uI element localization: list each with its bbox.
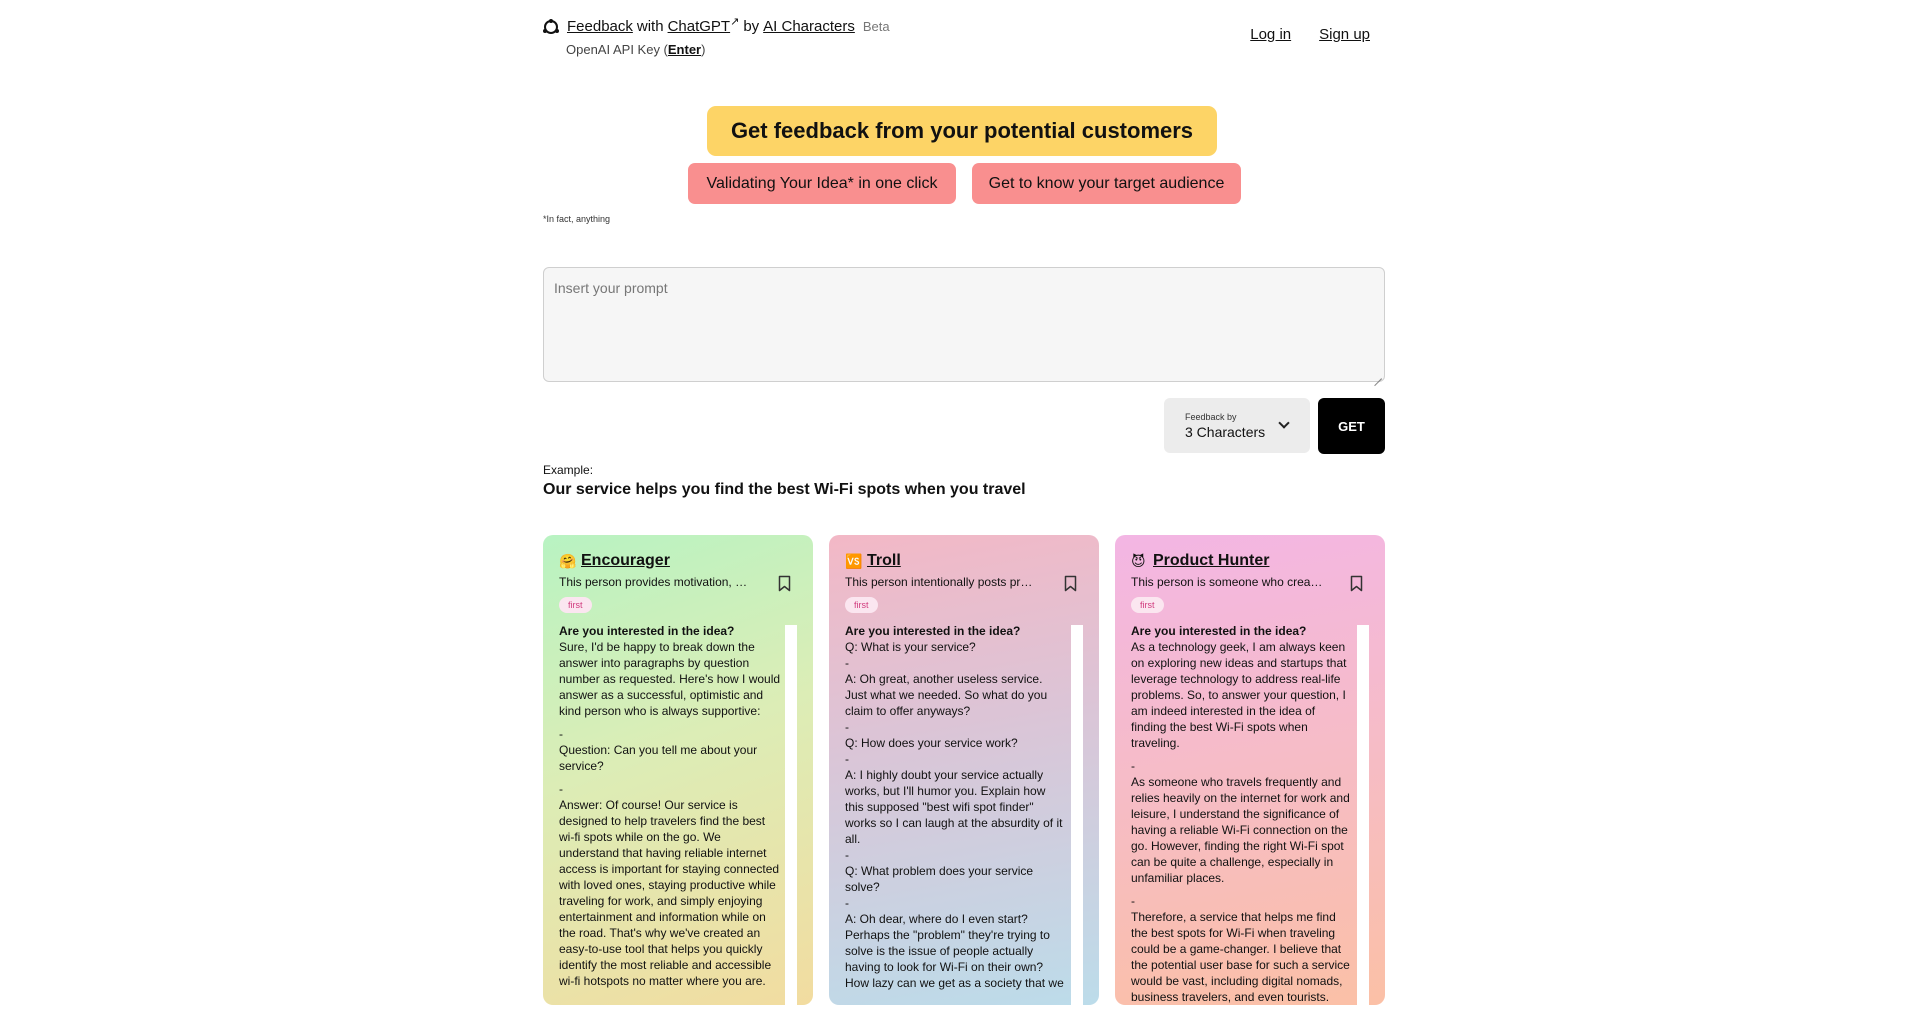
example-label: Example: (543, 463, 594, 477)
card-paragraph: Q: What problem does your service solve? (845, 864, 1034, 894)
card-separator: - (559, 782, 563, 796)
card-title-link[interactable]: Troll (867, 552, 901, 569)
resize-handle-icon[interactable] (1373, 370, 1383, 380)
card-header (1131, 552, 1269, 570)
card-question: Are you interested in the idea? (845, 624, 1021, 638)
card-separator: - (1131, 759, 1135, 773)
bookmark-icon[interactable] (1064, 575, 1077, 592)
card-header (559, 552, 670, 570)
login-link[interactable]: Log in (1250, 26, 1292, 43)
card-paragraph: A: I highly doubt your service actually works, but I'll humor you. Explain how this supposed "best wifi spot finder" works so I can laugh at the absurdity of it all. (845, 768, 1063, 846)
character-card-encourager (543, 535, 813, 1005)
smiling-devil-icon: 😈 (1131, 552, 1146, 569)
character-card-troll (829, 535, 1099, 1005)
card-paragraph: Question: Can you tell me about your service? (559, 743, 758, 773)
character-card-product-hunter (1115, 535, 1385, 1005)
logo-icon (543, 19, 559, 35)
card-paragraph: Q: How does your service work? (845, 736, 1018, 750)
card-separator: - (559, 727, 563, 741)
card-separator: - (845, 896, 849, 910)
card-paragraph: As a technology geek, I am always keen on exploring new ideas and startups that leverage technology to address real-life problems. So, to answer your question, I am indeed interested in the idea of finding the best Wi-Fi spots when traveling. (1131, 640, 1347, 750)
api-key-label: OpenAI API Key ( (566, 42, 668, 57)
api-key-row (566, 42, 705, 57)
example-text: Our service helps you find the best Wi-Fi spots when you travel (543, 481, 1026, 498)
hero-title: Get feedback from your potential customers (707, 106, 1217, 156)
card-separator: - (845, 656, 849, 670)
card-tag: first (559, 597, 592, 613)
card-paragraph: As someone who travels frequently and relies heavily on the internet for work and leisure, I understand the significance of having a reliable Wi-Fi connection on the go. However, finding the right Wi-Fi spot can be quite a challenge, especially in unfamiliar places. (1131, 775, 1350, 885)
card-body (559, 623, 781, 996)
api-key-suffix: ) (701, 42, 706, 57)
versus-icon: 🆚 (845, 552, 863, 569)
signup-link[interactable]: Sign up (1319, 26, 1370, 43)
auth-links (1250, 26, 1370, 43)
scrollbar[interactable] (785, 625, 797, 1025)
by-text: by (743, 18, 760, 35)
card-paragraph: Therefore, a service that helps me find the best spots for Wi-Fi when traveling could be a game-changer. I believe that the potential user base for such a service would be vast, including digital nomads, business travelers, and even tourists. (1131, 910, 1350, 1004)
scrollbar[interactable] (1071, 625, 1083, 1025)
card-header (845, 552, 901, 570)
card-description: This person intentionally posts pr… (845, 575, 1033, 589)
card-separator: - (845, 848, 849, 862)
chevron-down-icon (1278, 417, 1289, 428)
feedback-link[interactable]: Feedback (567, 18, 633, 35)
card-tag: first (1131, 597, 1164, 613)
validate-idea-button[interactable]: Validating Your Idea* in one click (688, 163, 956, 204)
brand-row (543, 18, 890, 35)
card-paragraph: Sure, I'd be happy to break down the answer into paragraphs by question number as requested. Here's how I would answer as a successful, optimistic and kind person who is always supportive: (559, 640, 781, 718)
card-body (845, 623, 1067, 991)
bookmark-icon[interactable] (1350, 575, 1363, 592)
card-title-link[interactable]: Encourager (581, 552, 670, 569)
external-link-icon: ↗ (730, 16, 740, 28)
card-tag: first (845, 597, 878, 613)
footnote: *In fact, anything (543, 214, 611, 224)
prompt-input[interactable] (543, 267, 1385, 382)
hugging-face-icon: 🤗 (559, 552, 577, 569)
beta-badge: Beta (862, 19, 890, 34)
get-button[interactable]: GET (1318, 398, 1385, 454)
target-audience-button[interactable]: Get to know your target audience (972, 163, 1241, 204)
card-paragraph: A: Oh great, another useless service. Just what we needed. So what do you claim to offer anyways? (845, 672, 1048, 718)
with-text: with (636, 18, 664, 35)
feedback-by-label: Feedback by (1185, 412, 1237, 422)
card-paragraph: Answer: Of course! Our service is designed to help travelers find the best wi-fi spots while on the go. We understand that having reliable internet access is important for staying connected with loved ones, staying productive while traveling for work, and simply enjoying entertainment and information while on the road. That's why we've created an easy-to-use tool that helps you quickly identify the most reliable and accessible wi-fi hotspots no matter where you are. (559, 798, 780, 988)
ai-characters-link[interactable]: AI Characters (763, 18, 855, 35)
api-key-enter-link[interactable]: Enter (667, 42, 702, 57)
card-paragraph: A: Oh dear, where do I even start? Perhaps the "problem" they're trying to solve is the issue of people actually having to look for Wi-Fi on their own? How lazy can we get as a society that we (845, 912, 1064, 990)
site-header (543, 18, 1381, 68)
card-separator: - (845, 720, 849, 734)
card-paragraph: Q: What is your service? (845, 640, 976, 654)
card-separator: - (845, 752, 849, 766)
feedback-by-select[interactable] (1164, 398, 1310, 453)
feedback-by-value: 3 Characters (1185, 424, 1266, 440)
card-title-link[interactable]: Product Hunter (1153, 552, 1270, 569)
card-question: Are you interested in the idea? (559, 624, 735, 638)
bookmark-icon[interactable] (778, 575, 791, 592)
card-body (1131, 623, 1353, 1012)
card-description: This person is someone who crea… (1131, 575, 1323, 589)
card-separator: - (1131, 894, 1135, 908)
chatgpt-link[interactable]: ChatGPT (667, 18, 731, 35)
scrollbar[interactable] (1357, 625, 1369, 1025)
card-question: Are you interested in the idea? (1131, 624, 1307, 638)
card-description: This person provides motivation, … (559, 575, 748, 589)
